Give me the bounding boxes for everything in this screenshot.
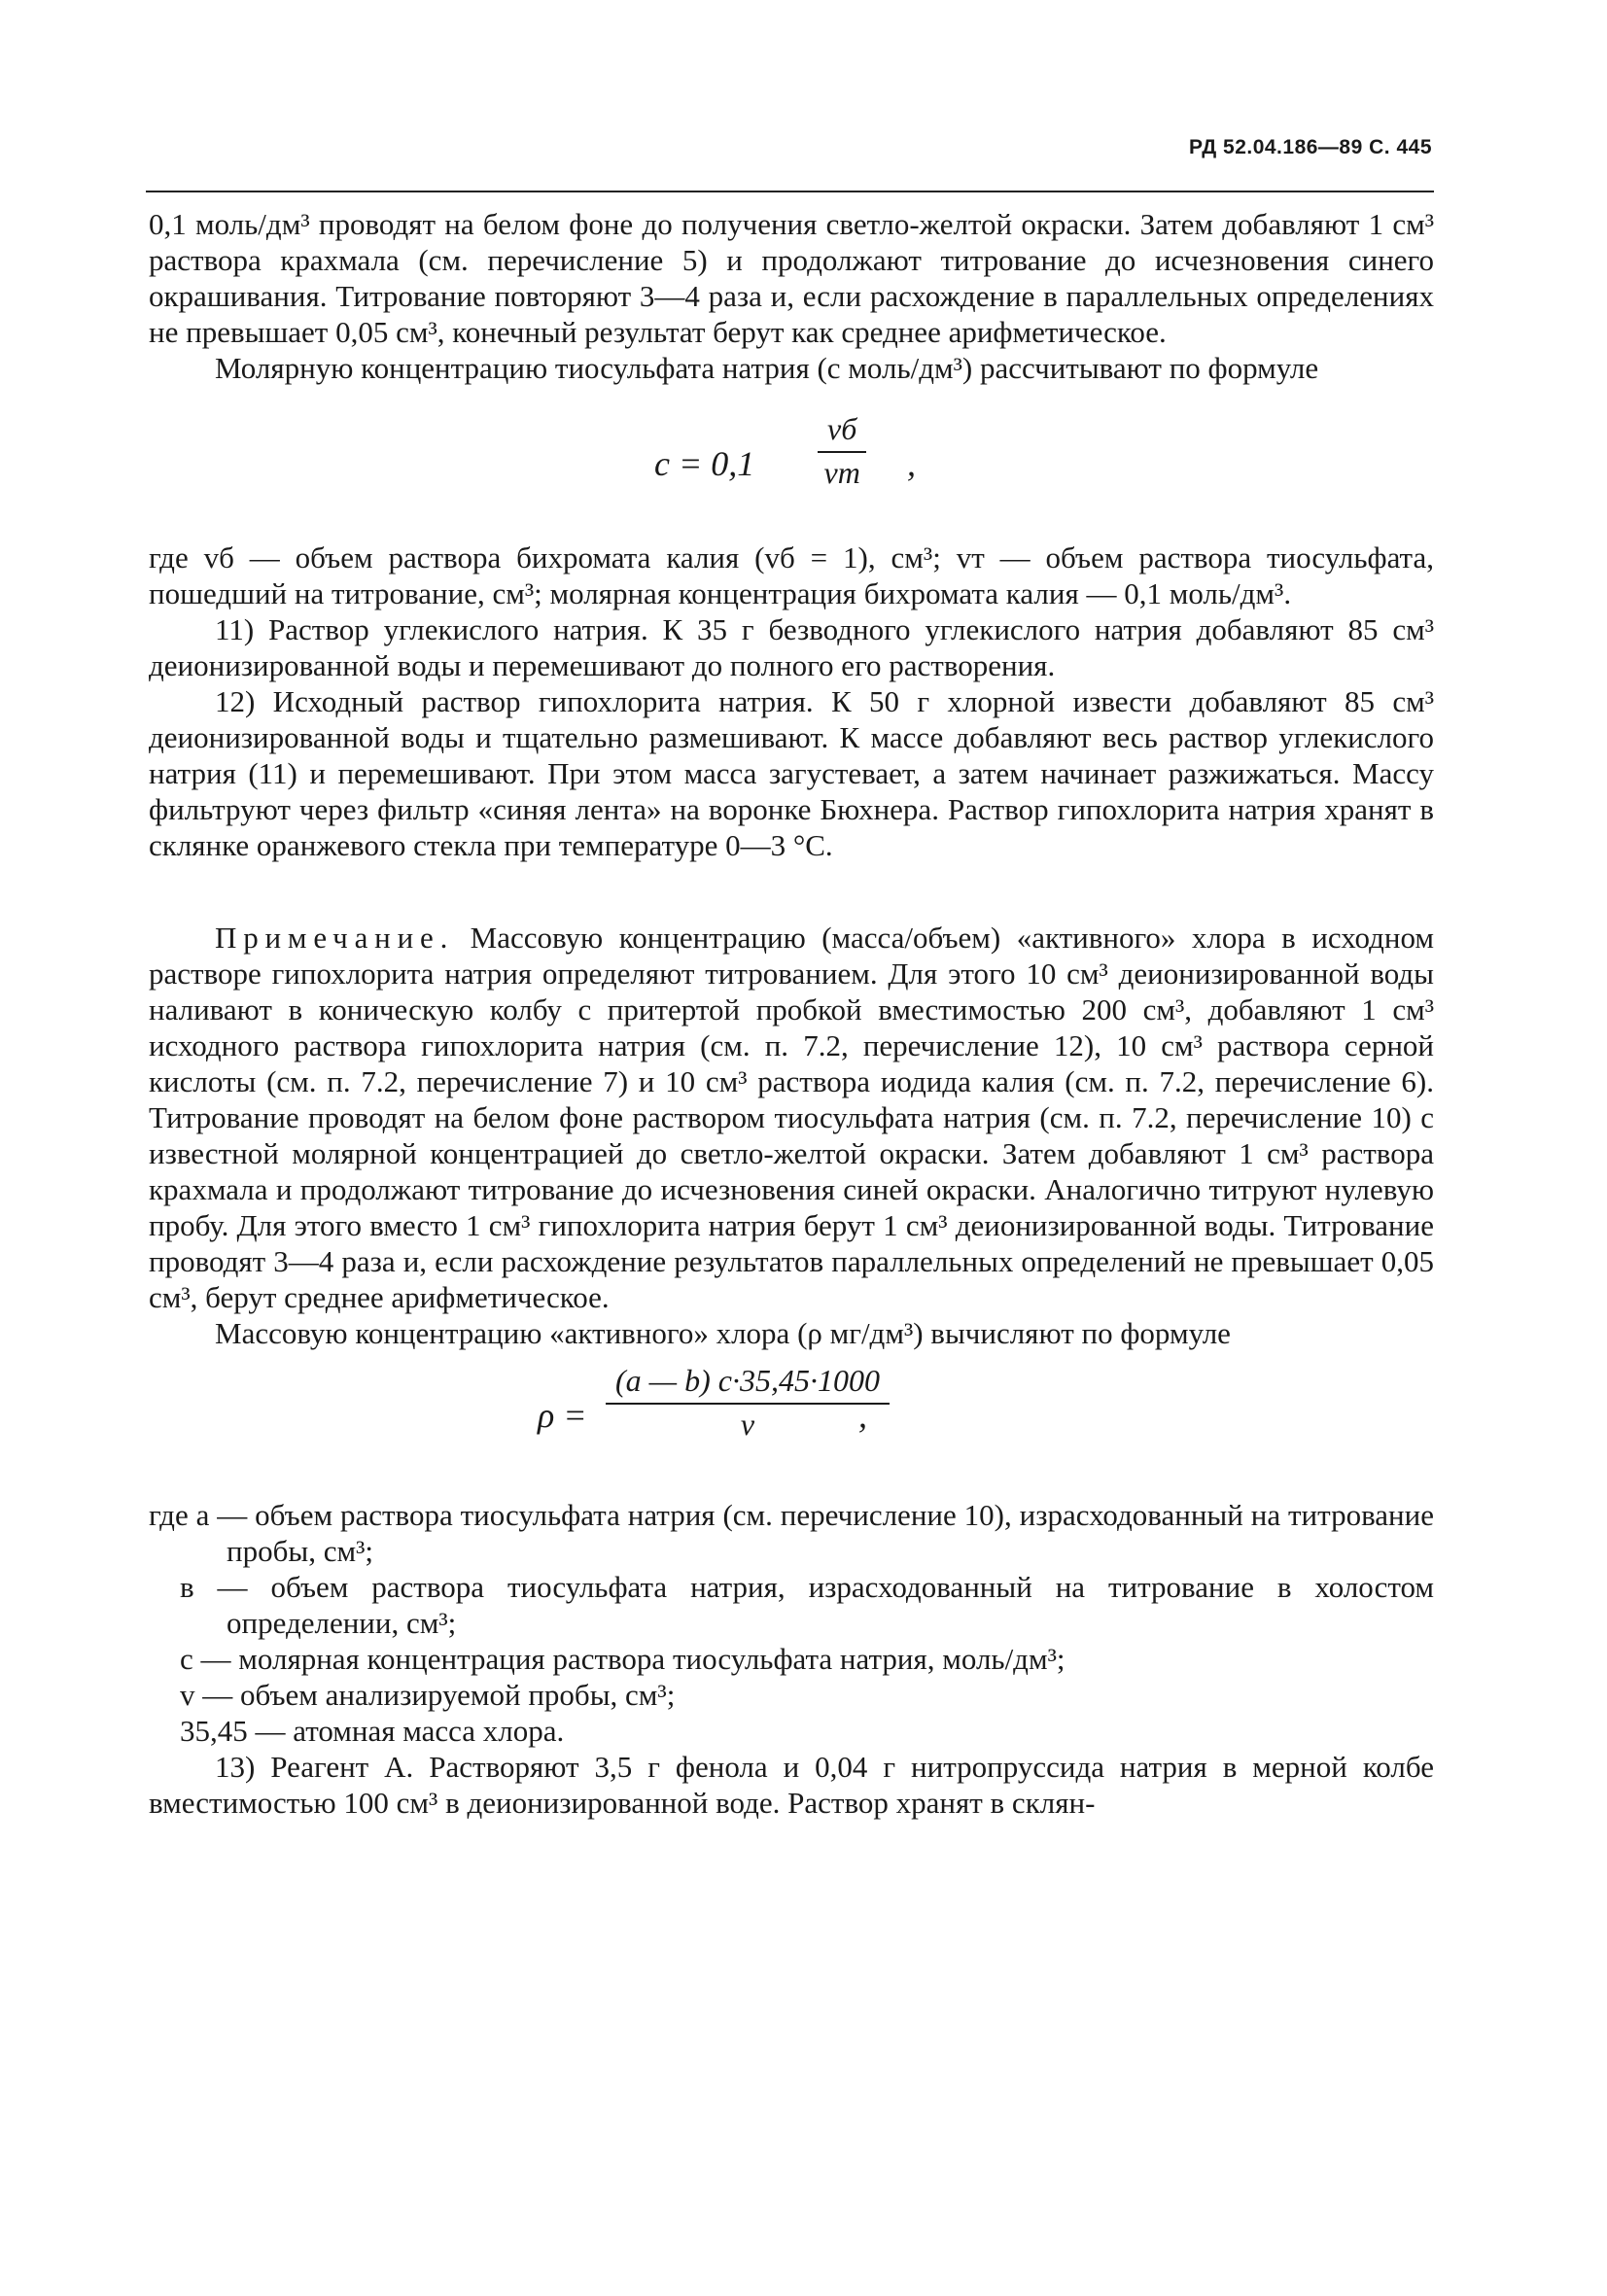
legend-item-v: v — объем анализируемой пробы, см³; xyxy=(180,1678,676,1712)
formula-molar-concentration xyxy=(149,400,1434,539)
formula-active-chlorine xyxy=(149,1351,1434,1497)
formula1-comma: , xyxy=(907,444,916,483)
paragraph-active-chlorine: Массовую концентрацию «активного» хлора (ρ мг/дм³) вычисляют по формуле xyxy=(215,1316,1231,1350)
formula2-comma: , xyxy=(858,1396,867,1435)
formula1-numerator: vб xyxy=(827,411,857,446)
formula1-denominator: vт xyxy=(823,455,860,490)
paragraph-formula1-legend: где vб — объем раствора бихромата калия (vб = 1), см³; vт — объем раствора тиосульфата, пошедший на титрование, см³; молярная концентрация бихромата калия — 0,1 моль/дм³. xyxy=(149,540,1434,610)
paragraph-molar-concentration: Молярную концентрацию тиосульфата натрия (c моль/дм³) рассчитывают по формуле xyxy=(215,351,1319,385)
note-label: Примечание. xyxy=(215,921,455,955)
formula1-fraction xyxy=(818,411,866,491)
legend-item-a: где a — объем раствора тиосульфата натрия (см. перечисление 10), израсходованный на титрование пробы, см³; xyxy=(149,1498,1434,1568)
paragraph-item-11: 11) Раствор углекислого натрия. К 35 г безводного углекислого натрия добавляют 85 см³ деионизированной воды и перемешивают до полного его растворения. xyxy=(149,612,1434,682)
formula2-denominator: v xyxy=(740,1407,755,1442)
legend-item-c: c — молярная концентрация раствора тиосульфата натрия, моль/дм³; xyxy=(180,1642,1066,1676)
legend-item-b: в — объем раствора тиосульфата натрия, израсходованный на титрование в холостом определении, см³; xyxy=(180,1570,1434,1640)
legend-item-atomic-mass: 35,45 — атомная масса хлора. xyxy=(180,1714,565,1748)
formula2-legend xyxy=(149,1497,1434,1749)
paragraph-note xyxy=(149,920,1434,1315)
page-body xyxy=(149,206,1434,1821)
spacer xyxy=(149,863,1434,920)
paragraph-item-13: 13) Реагент А. Растворяют 3,5 г фенола и 0,04 г нитропруссида натрия в мерной колбе вместимостью 100 см³ в деионизированной воде. Раствор хранят в склян- xyxy=(149,1750,1434,1820)
formula2-numerator: (a — b) c·35,45·1000 xyxy=(615,1363,880,1398)
header-rule xyxy=(146,191,1434,192)
paragraph-item-12: 12) Исходный раствор гипохлорита натрия. К 50 г хлорной извести добавляют 85 см³ деионизированной воды и тщательно размешивают. К массе добавляют весь раствор углекислого натрия (11) и перемешивают. При этом масса загустевает, а затем начинает разжижаться. Массу фильтруют через фильтр «синяя лента» на воронке Бюхнера. Раствор гипохлорита натрия хранят в склянке оранжевого стекла при температуре 0—3 °С. xyxy=(149,684,1434,862)
formula2-fraction xyxy=(606,1363,890,1443)
formula1-lhs: c = 0,1 xyxy=(654,444,755,483)
running-header: РД 52.04.186—89 С. 445 xyxy=(1189,136,1432,158)
formula2-lhs: ρ = xyxy=(538,1396,587,1435)
note-text: Массовую концентрацию (масса/объем) «активного» хлора в исходном растворе гипохлорита натрия определяют титрованием. Для этого 10 см³ деионизированной воды наливают в коническую колбу с притертой пробкой вместимостью 200 см³, добавляют 1 см³ исходного раствора гипохлорита натрия (см. п. 7.2, перечисление 12), 10 см³ раствора серной кислоты (см. п. 7.2, перечисление 7) и 10 см³ раствора иодида калия (см. п. 7.2, перечисление 6). Титрование проводят на белом фоне раствором тиосульфата натрия (см. п. 7.2, перечисление 10) с известной молярной концентрацией до светло-желтой окраски. Затем добавляют 1 см³ раствора крахмала и продолжают титрование до исчезновения синей окраски. Аналогично титруют нулевую пробу. Для этого вместо 1 см³ гипохлорита натрия берут 1 см³ деионизированной воды. Титрование проводят 3—4 раза и, если расхождение результатов параллельных определений не превышает 0,05 см³, берут среднее арифметическое. xyxy=(149,921,1435,1314)
paragraph-titration-end: 0,1 моль/дм³ проводят на белом фоне до получения светло-желтой окраски. Затем добавляют 1 см³ раствора крахмала (см. перечисление 5) и продолжают титрование до исчезновения синего окрашивания. Титрование повторяют 3—4 раза и, если расхождение в параллельных определениях не превышает 0,05 см³, конечный результат берут как среднее арифметическое. xyxy=(149,207,1434,349)
